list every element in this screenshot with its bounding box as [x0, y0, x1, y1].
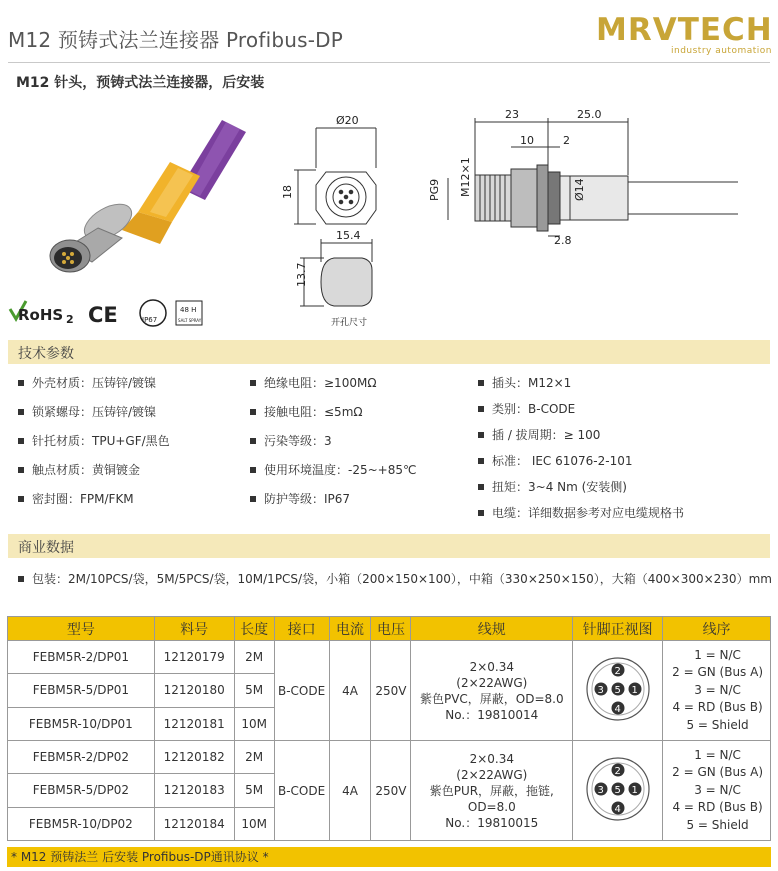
pinout-cell	[573, 641, 663, 741]
brand-logo	[596, 13, 772, 57]
product-subtitle: M12 针头，预铸式法兰连接器，后安装	[16, 75, 265, 91]
spec-item: 绝缘电阻：≥100MΩ	[250, 374, 376, 391]
table-row	[8, 641, 771, 674]
length-cell: 10M	[234, 707, 274, 740]
length-cell: 2M	[234, 641, 274, 674]
packaging-info: 包装：2M/10PCS/袋，5M/5PCS/袋，10M/1PCS/袋，小箱（200×150×100），中箱（330×250×150），大箱（400×300×230）mm	[18, 570, 772, 587]
footnote-bar: * M12 预铸法兰 后安装 Profibus-DP通讯协议 *	[7, 847, 771, 867]
logo-tagline: industry automation	[670, 46, 772, 56]
interface-cell: B-CODE	[274, 641, 329, 741]
spec-item: 插 / 拔周期：≥ 100	[478, 426, 600, 443]
front-height-label: 18	[281, 185, 294, 199]
cutout-height-label: 13.7	[295, 262, 308, 287]
pin-face-icon	[574, 641, 662, 737]
svg-text:1: 1	[631, 685, 638, 696]
tech-section-title: 技术参数	[18, 346, 74, 362]
certification-badges	[8, 293, 238, 333]
col-header-model: 型号	[8, 617, 155, 641]
voltage-cell: 250V	[371, 641, 411, 741]
model-table	[7, 616, 771, 841]
side-dim-28: 2.8	[554, 234, 572, 247]
spec-item: 标准： IEC 61076-2-101	[478, 452, 633, 469]
col-header-part: 料号	[154, 617, 234, 641]
pin-face-icon	[574, 741, 662, 837]
spec-item: 触点材质：黄铜镀金	[18, 461, 140, 478]
current-cell: 4A	[329, 741, 371, 841]
svg-text:1: 1	[631, 785, 638, 796]
part-cell: 12120182	[154, 741, 234, 774]
front-view-drawing	[281, 114, 376, 224]
part-cell: 12120180	[154, 674, 234, 707]
rohs-icon	[10, 301, 74, 326]
cutout-drawing	[295, 229, 372, 328]
header-divider	[8, 62, 770, 63]
cutout-caption: 开孔尺寸	[331, 318, 368, 328]
cable-cell: 2×0.34 (2×22AWG) 紫色PUR，屏蔽，拖链, OD=8.0 No.：19810015	[411, 741, 573, 841]
interface-cell: B-CODE	[274, 741, 329, 841]
salt-label: SALT SPRAY	[178, 318, 202, 323]
model-cell: FEBM5R-5/DP02	[8, 774, 155, 807]
svg-text:2: 2	[614, 766, 621, 777]
spec-item: 污染等级：3	[250, 432, 332, 449]
page-header	[0, 0, 778, 70]
wiring-cell: 1 = N/C 2 = GN (Bus A) 3 = N/C 4 = RD (Bus B) 5 = Shield	[663, 641, 771, 741]
spec-item: 锁紧螺母：压铸锌/镀镍	[18, 403, 156, 420]
spec-item: 接触电阻：≤5mΩ	[250, 403, 363, 420]
table-header-row	[8, 617, 771, 641]
model-cell: FEBM5R-10/DP01	[8, 707, 155, 740]
spec-item: 防护等级：IP67	[250, 490, 350, 507]
part-cell: 12120181	[154, 707, 234, 740]
side-thread-label: M12×1	[459, 157, 472, 197]
side-view-drawing	[428, 108, 738, 247]
ip67-icon	[140, 300, 166, 326]
spec-column-2	[250, 374, 470, 514]
tech-section-header	[8, 340, 770, 364]
svg-text:4: 4	[614, 704, 621, 715]
col-header-wiring: 线序	[663, 617, 771, 641]
cutout-width-label: 15.4	[336, 229, 361, 242]
front-diameter-label: Ø20	[336, 114, 359, 127]
model-cell: FEBM5R-10/DP02	[8, 807, 155, 840]
svg-text:2: 2	[614, 666, 621, 677]
current-cell: 4A	[329, 641, 371, 741]
product-photo	[50, 120, 246, 272]
side-left-total: 23	[505, 108, 519, 121]
spec-item: 针托材质：TPU+GF/黑色	[18, 432, 170, 449]
side-pg-label: PG9	[428, 178, 441, 201]
length-cell: 2M	[234, 741, 274, 774]
spec-item: 电缆：详细数据参考对应电缆规格书	[478, 504, 684, 521]
salt-hours: 48 H	[180, 306, 197, 314]
wiring-cell: 1 = N/C 2 = GN (Bus A) 3 = N/C 4 = RD (Bus B) 5 = Shield	[663, 741, 771, 841]
spec-item: 扭矩：3~4 Nm (安装侧)	[478, 478, 627, 495]
model-cell: FEBM5R-5/DP01	[8, 674, 155, 707]
part-cell: 12120184	[154, 807, 234, 840]
col-header-voltage: 电压	[371, 617, 411, 641]
col-header-current: 电流	[329, 617, 371, 641]
svg-text:5: 5	[614, 785, 621, 796]
rohs-text: RoHS	[18, 306, 64, 324]
rohs-sub: 2	[66, 313, 74, 326]
voltage-cell: 250V	[371, 741, 411, 841]
side-dim-10: 10	[520, 134, 534, 147]
svg-text:3: 3	[597, 685, 604, 696]
part-cell: 12120179	[154, 641, 234, 674]
spec-column-3	[478, 374, 768, 524]
col-header-pinout: 针脚正视图	[573, 617, 663, 641]
model-cell: FEBM5R-2/DP02	[8, 741, 155, 774]
spec-column-1	[18, 374, 238, 514]
cert-icons	[8, 293, 238, 333]
col-header-length: 长度	[234, 617, 274, 641]
commerce-section-title: 商业数据	[18, 540, 74, 556]
svg-text:4: 4	[614, 804, 621, 815]
side-dim-2: 2	[563, 134, 570, 147]
ce-mark-icon	[88, 303, 118, 327]
table-row	[8, 741, 771, 774]
ce-text: CE	[88, 303, 118, 327]
col-header-cable: 线规	[411, 617, 573, 641]
commerce-section-header	[8, 534, 770, 558]
logo-wordmark: MRVTECH	[596, 12, 773, 48]
model-cell: FEBM5R-2/DP01	[8, 641, 155, 674]
pinout-cell	[573, 741, 663, 841]
spec-item: 外壳材质：压铸锌/镀镍	[18, 374, 156, 391]
svg-text:3: 3	[597, 785, 604, 796]
spec-item: 插头：M12×1	[478, 374, 571, 391]
cable-cell: 2×0.34 (2×22AWG) 紫色PVC，屏蔽，OD=8.0 No.：19810014	[411, 641, 573, 741]
spec-item: 类别：B-CODE	[478, 400, 575, 417]
salt-spray-icon	[176, 301, 202, 325]
spec-item: 密封圈：FPM/FKM	[18, 490, 134, 507]
length-cell: 5M	[234, 774, 274, 807]
spec-item: 使用环境温度：-25~+85℃	[250, 461, 416, 478]
page-title: M12 预铸式法兰连接器 Profibus-DP	[8, 28, 344, 52]
col-header-interface: 接口	[274, 617, 329, 641]
part-cell: 12120183	[154, 774, 234, 807]
ip67-text: IP67	[142, 316, 158, 324]
side-dia-label: Ø14	[573, 178, 586, 201]
side-right-total: 25.0	[577, 108, 602, 121]
svg-text:5: 5	[614, 685, 621, 696]
length-cell: 5M	[234, 674, 274, 707]
length-cell: 10M	[234, 807, 274, 840]
